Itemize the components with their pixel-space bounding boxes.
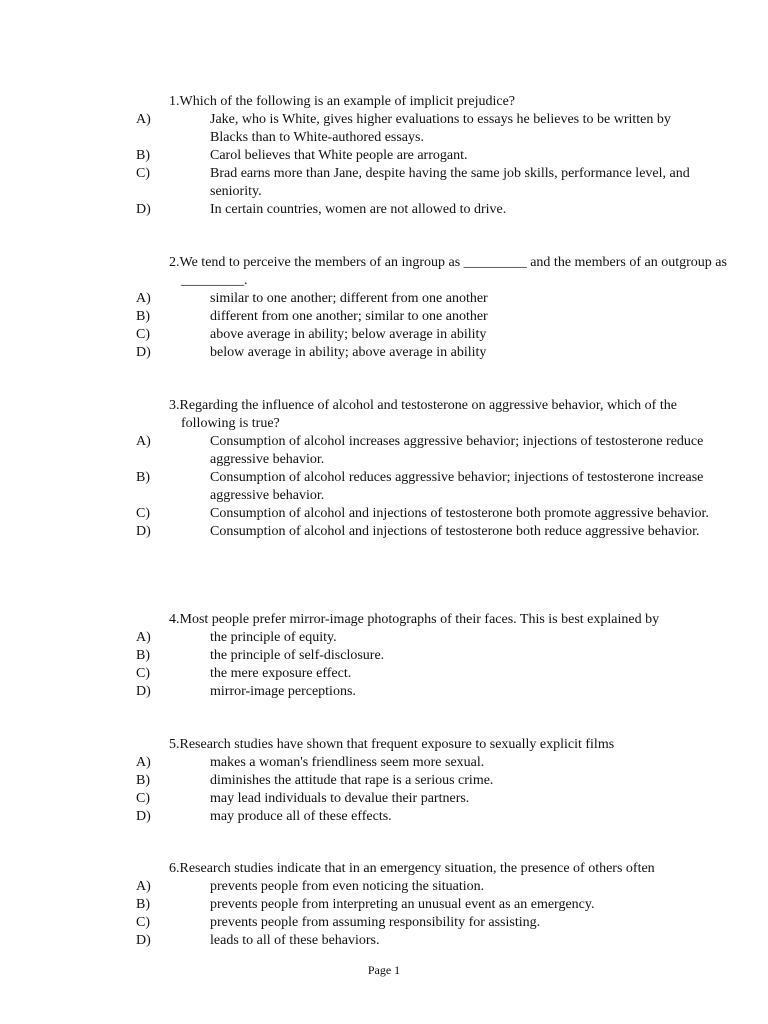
question-stem [169, 611, 731, 629]
choice-a [0, 433, 768, 469]
choice-text: Consumption of alcohol reduces aggressive behavior; injections of testosterone increase aggressive behavior. [210, 470, 704, 503]
choice-d [0, 201, 768, 219]
choice-text: the principle of self-disclosure. [210, 648, 385, 663]
choice-letter: B) [136, 648, 150, 663]
choice-c [0, 505, 768, 523]
question-number: 2. [169, 255, 180, 270]
question-stem [169, 736, 731, 754]
question-stem [169, 860, 731, 878]
choice-text: prevents people from assuming responsibility for assisting. [210, 915, 541, 930]
choice-b [0, 308, 768, 326]
choice-b [0, 147, 768, 165]
choice-text: above average in ability; below average in ability [210, 327, 487, 342]
choice-letter: A) [136, 434, 151, 449]
choice-text: Consumption of alcohol and injections of testosterone both reduce aggressive behavior. [210, 524, 700, 539]
choice-text: Consumption of alcohol increases aggressive behavior; injections of testosterone reduce aggressive behavior. [210, 434, 704, 467]
choice-text: similar to one another; different from one another [210, 291, 488, 306]
question-text: Regarding the influence of alcohol and testosterone on aggressive behavior, which of the following is true? [179, 398, 677, 431]
question-number: 3. [169, 398, 180, 413]
question-stem [169, 93, 731, 111]
question-stem [169, 397, 731, 433]
question-number: 4. [169, 612, 180, 627]
choice-letter: D) [136, 202, 151, 217]
choice-text: below average in ability; above average in ability [210, 345, 487, 360]
choice-letter: D) [136, 345, 151, 360]
choice-b [0, 647, 768, 665]
question-number: 6. [169, 861, 180, 876]
question-text: Research studies have shown that frequent exposure to sexually explicit films [179, 737, 615, 752]
choice-c [0, 165, 768, 201]
question-text: Research studies indicate that in an emergency situation, the presence of others often [179, 861, 655, 876]
choice-text: Carol believes that White people are arrogant. [210, 148, 468, 163]
choice-text: Jake, who is White, gives higher evaluations to essays he believes to be written by Blacks than to White-authored essays. [210, 112, 671, 145]
choice-text: Consumption of alcohol and injections of testosterone both promote aggressive behavior. [210, 506, 709, 521]
choice-letter: C) [136, 666, 150, 681]
choice-letter: D) [136, 684, 151, 699]
choice-letter: A) [136, 112, 151, 127]
choice-text: prevents people from interpreting an unusual event as an emergency. [210, 897, 595, 912]
choice-d [0, 808, 768, 826]
choice-letter: B) [136, 470, 150, 485]
choice-letter: D) [136, 809, 151, 824]
question-1 [0, 93, 768, 219]
question-number: 1. [169, 94, 180, 109]
choice-letter: C) [136, 327, 150, 342]
choice-c [0, 326, 768, 344]
choice-letter: A) [136, 291, 151, 306]
choice-text: leads to all of these behaviors. [210, 933, 380, 948]
choice-letter: B) [136, 773, 150, 788]
question-text: Most people prefer mirror-image photographs of their faces. This is best explained by [179, 612, 660, 627]
choice-text: diminishes the attitude that rape is a serious crime. [210, 773, 494, 788]
choice-text: prevents people from even noticing the situation. [210, 879, 485, 894]
question-2 [0, 254, 768, 362]
choice-letter: B) [136, 309, 150, 324]
choice-text: the mere exposure effect. [210, 666, 352, 681]
choice-c [0, 914, 768, 932]
question-5 [0, 736, 768, 826]
choice-text: may produce all of these effects. [210, 809, 392, 824]
choice-d [0, 932, 768, 950]
choice-letter: C) [136, 915, 150, 930]
choice-text: may lead individuals to devalue their partners. [210, 791, 470, 806]
question-text: Which of the following is an example of implicit prejudice? [179, 94, 516, 109]
choice-b [0, 896, 768, 914]
choice-letter: A) [136, 879, 151, 894]
choice-d [0, 683, 768, 701]
choice-a [0, 754, 768, 772]
choice-letter: D) [136, 933, 151, 948]
choice-a [0, 629, 768, 647]
choice-letter: C) [136, 506, 150, 521]
choice-a [0, 878, 768, 896]
question-number: 5. [169, 737, 180, 752]
choice-letter: A) [136, 755, 151, 770]
question-6 [0, 860, 768, 950]
question-stem [169, 254, 731, 290]
choice-letter: C) [136, 166, 150, 181]
choice-text: mirror-image perceptions. [210, 684, 356, 699]
choice-text: Brad earns more than Jane, despite having the same job skills, performance level, and seniority. [210, 166, 690, 199]
choice-text: the principle of equity. [210, 630, 337, 645]
choice-letter: C) [136, 791, 150, 806]
choice-letter: B) [136, 897, 150, 912]
choice-letter: D) [136, 524, 151, 539]
choice-a [0, 111, 768, 147]
choice-c [0, 665, 768, 683]
choice-letter: A) [136, 630, 151, 645]
choice-d [0, 344, 768, 362]
question-3 [0, 397, 768, 541]
question-text: We tend to perceive the members of an ingroup as _________ and the members of an outgroup as _________. [179, 255, 727, 288]
choice-b [0, 772, 768, 790]
choice-c [0, 790, 768, 808]
choice-text: In certain countries, women are not allowed to drive. [210, 202, 507, 217]
choice-letter: B) [136, 148, 150, 163]
choice-d [0, 523, 768, 541]
choice-text: makes a woman's friendliness seem more sexual. [210, 755, 485, 770]
choice-b [0, 469, 768, 505]
question-4 [0, 611, 768, 701]
page-number: Page 1 [367, 963, 401, 977]
choice-a [0, 290, 768, 308]
choice-text: different from one another; similar to one another [210, 309, 488, 324]
